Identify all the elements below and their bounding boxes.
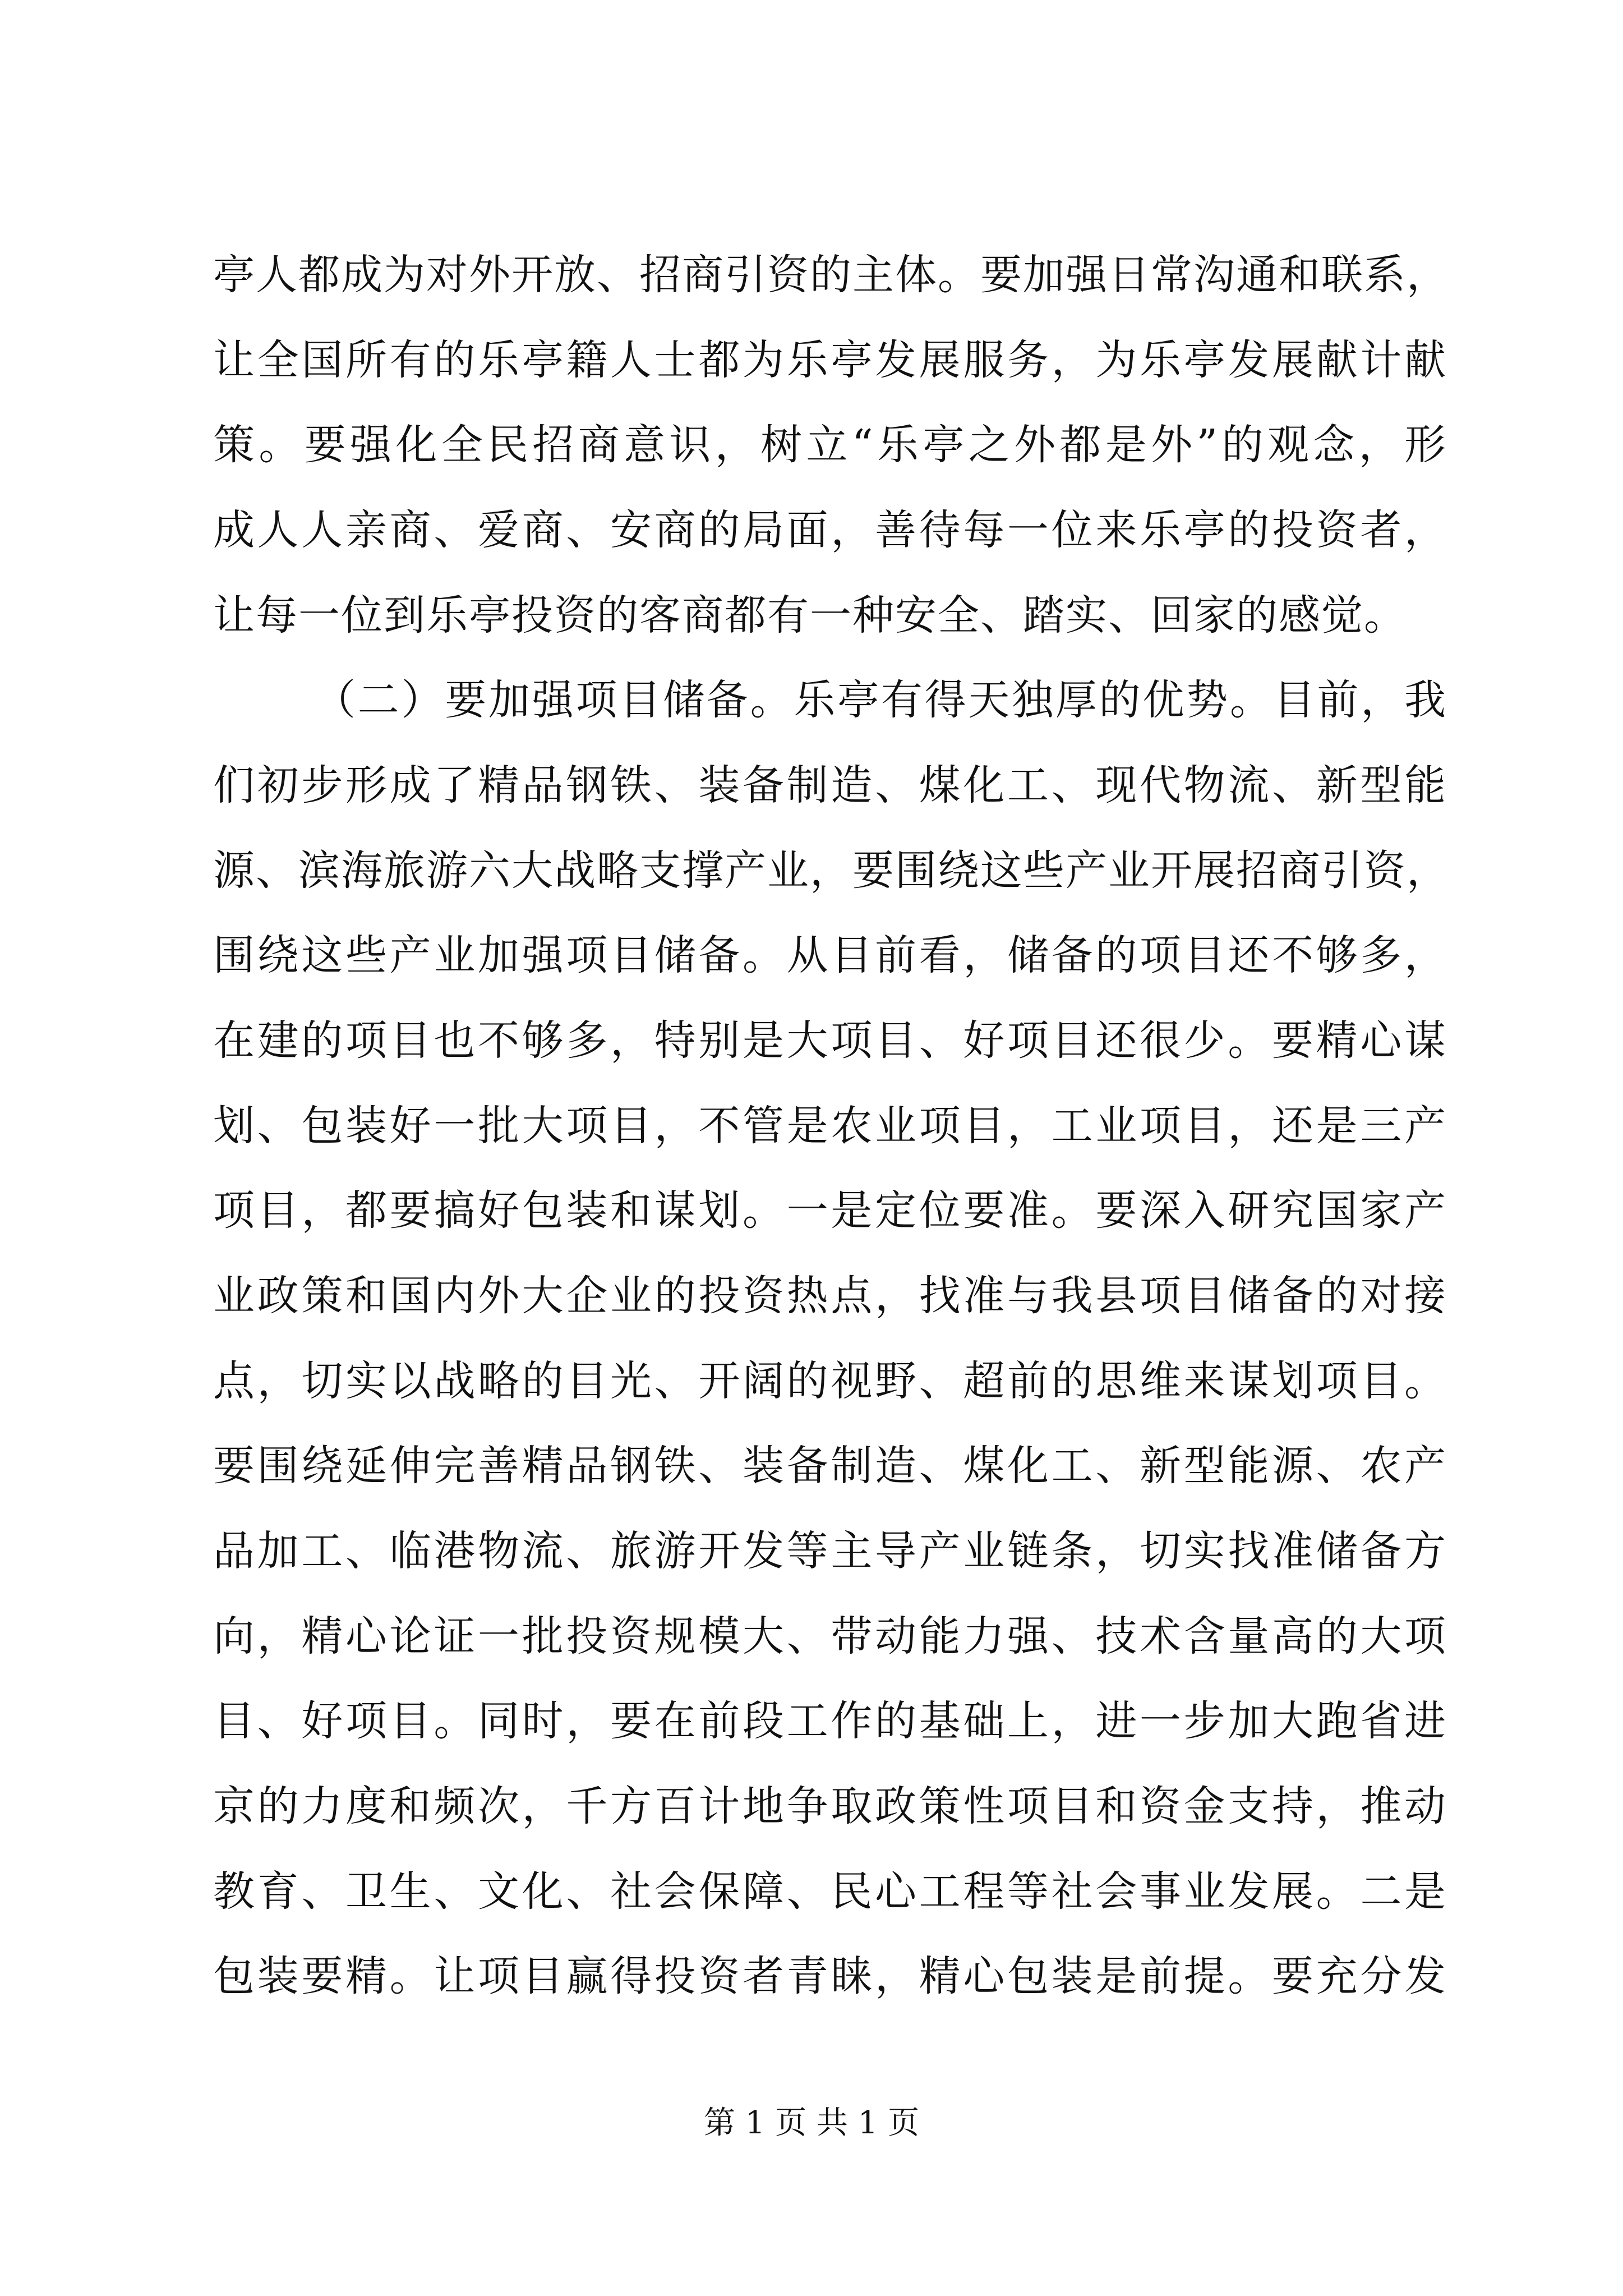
text-line: 成人人亲商、爱商、安商的局面，善待每一位来乐亭的投资者， (213, 506, 1447, 554)
page-number-footer: 第 1 页 共 1 页 (703, 2105, 920, 2141)
text-line: 要围绕延伸完善精品钢铁、装备制造、煤化工、新型能源、农产 (213, 1442, 1447, 1490)
text-line: 点，切实以战略的目光、开阔的视野、超前的思维来谋划项目。 (213, 1357, 1447, 1405)
text-line: 业政策和国内外大企业的投资热点，找准与我县项目储备的对接 (213, 1272, 1447, 1320)
text-line: 们初步形成了精品钢铁、装备制造、煤化工、现代物流、新型能 (213, 761, 1447, 809)
text-line: 在建的项目也不够多，特别是大项目、好项目还很少。要精心谋 (213, 1016, 1447, 1065)
text-line: 亭人都成为对外开放、招商引资的主体。要加强日常沟通和联系， (213, 251, 1449, 299)
text-line: 向，精心论证一批投资规模大、带动能力强、技术含量高的大项 (213, 1612, 1447, 1660)
text-line: 京的力度和频次，千方百计地争取政策性项目和资金支持，推动 (213, 1782, 1447, 1830)
text-line: 让每一位到乐亭投资的客商都有一种安全、踏实、回家的感觉。 (213, 591, 1407, 639)
text-line: 教育、卫生、文化、社会保障、民心工程等社会事业发展。二是 (213, 1867, 1447, 1916)
text-line: 品加工、临港物流、旅游开发等主导产业链条，切实找准储备方 (213, 1527, 1447, 1575)
text-line: 围绕这些产业加强项目储备。从目前看，储备的项目还不够多， (213, 931, 1447, 979)
text-line: 包装要精。让项目赢得投资者青睐，精心包装是前提。要充分发 (213, 1952, 1447, 2000)
section-heading-line: （二）要加强项目储备。乐亭有得天独厚的优势。目前，我 (314, 676, 1447, 724)
text-line: 项目，都要搞好包装和谋划。一是定位要准。要深入研究国家产 (213, 1186, 1447, 1235)
text-line: 划、包装好一批大项目，不管是农业项目，工业项目，还是三产 (213, 1102, 1447, 1150)
text-line: 源、滨海旅游六大战略支撑产业，要围绕这些产业开展招商引资， (213, 846, 1449, 895)
text-line: 策。要强化全民招商意识，树立“乐亭之外都是外”的观念，形 (213, 421, 1447, 469)
text-line: 让全国所有的乐亭籍人士都为乐亭发展服务，为乐亭发展献计献 (213, 336, 1447, 384)
text-line: 目、好项目。同时，要在前段工作的基础上，进一步加大跑省进 (213, 1697, 1447, 1745)
